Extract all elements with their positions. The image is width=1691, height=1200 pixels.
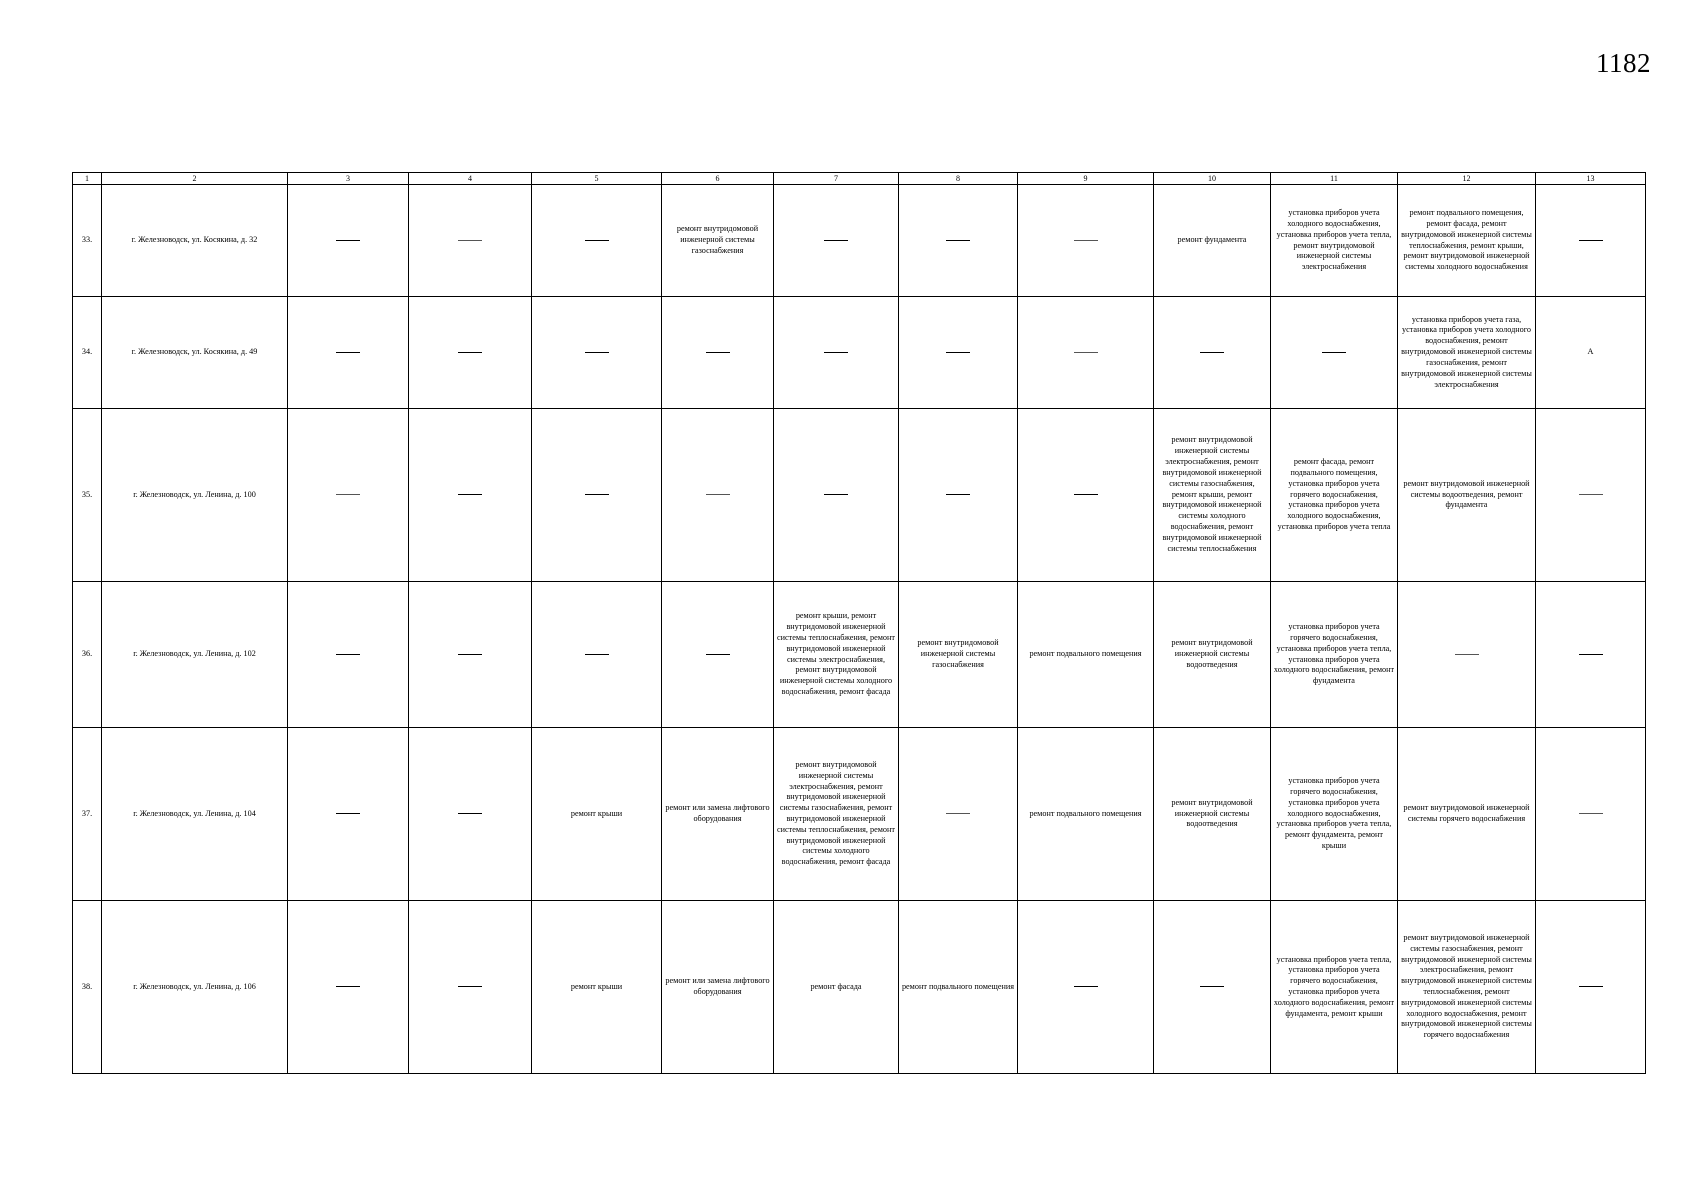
row-address: г. Железноводск, ул. Ленина, д. 106 xyxy=(102,901,288,1074)
row-number: 37. xyxy=(73,728,102,901)
dash-mark xyxy=(946,494,970,495)
work-cell: установка приборов учета холодного водоснабжения, установка приборов учета тепла, ремонт внутридомовой инженерной системы электроснабжения xyxy=(1271,185,1398,297)
dash-mark xyxy=(458,654,482,655)
work-cell: ремонт подвального помещения xyxy=(1018,582,1154,728)
empty-cell xyxy=(662,409,774,582)
work-cell: А xyxy=(1536,297,1646,409)
work-cell: ремонт подвального помещения xyxy=(1018,728,1154,901)
empty-cell xyxy=(409,901,532,1074)
table-row xyxy=(73,728,1646,901)
dash-mark xyxy=(824,352,848,353)
empty-cell xyxy=(662,582,774,728)
work-cell: ремонт внутридомовой инженерной системы горячего водоснабжения xyxy=(1398,728,1536,901)
row-number: 34. xyxy=(73,297,102,409)
empty-cell xyxy=(774,297,899,409)
work-cell: ремонт или замена лифтового оборудования xyxy=(662,728,774,901)
work-cell: ремонт подвального помещения xyxy=(899,901,1018,1074)
work-cell: ремонт внутридомовой инженерной системы газоснабжения xyxy=(899,582,1018,728)
work-cell: ремонт крыши xyxy=(532,728,662,901)
table-row xyxy=(73,901,1646,1074)
column-header: 10 xyxy=(1154,173,1271,185)
work-cell: ремонт внутридомовой инженерной системы электроснабжения, ремонт внутридомовой инженерной системы газоснабжения, ремонт внутридомовой инженерной системы теплоснабжения, ремонт внутридомовой инженерной системы холодного водоснабжения, ремонт фасада xyxy=(774,728,899,901)
row-address: г. Железноводск, ул. Косякина, д. 49 xyxy=(102,297,288,409)
dash-mark xyxy=(458,352,482,353)
empty-cell xyxy=(288,297,409,409)
empty-cell xyxy=(1536,582,1646,728)
empty-cell xyxy=(532,582,662,728)
column-header: 12 xyxy=(1398,173,1536,185)
dash-mark xyxy=(585,654,609,655)
dash-mark xyxy=(336,986,360,987)
table-row xyxy=(73,409,1646,582)
column-header: 2 xyxy=(102,173,288,185)
work-cell: ремонт подвального помещения, ремонт фасада, ремонт внутридомовой инженерной системы теплоснабжения, ремонт крыши, ремонт внутридомовой инженерной системы холодного водоснабжения xyxy=(1398,185,1536,297)
empty-cell xyxy=(409,409,532,582)
dash-mark xyxy=(458,813,482,814)
dash-mark xyxy=(1074,352,1098,353)
work-cell: установка приборов учета горячего водоснабжения, установка приборов учета холодного водоснабжения, установка приборов учета тепла, ремонт фундамента, ремонт крыши xyxy=(1271,728,1398,901)
dash-mark xyxy=(706,352,730,353)
work-cell: ремонт фасада, ремонт подвального помещения, установка приборов учета горячего водоснабжения, установка приборов учета холодного водоснабжения, установка приборов учета тепла xyxy=(1271,409,1398,582)
dash-mark xyxy=(946,240,970,241)
empty-cell xyxy=(288,409,409,582)
work-cell: установка приборов учета газа, установка приборов учета холодного водоснабжения, ремонт внутридомовой инженерной системы газоснабжения, ремонт внутридомовой инженерной системы электроснабжения xyxy=(1398,297,1536,409)
empty-cell xyxy=(1536,728,1646,901)
empty-cell xyxy=(288,185,409,297)
empty-cell xyxy=(409,185,532,297)
empty-cell xyxy=(1018,185,1154,297)
dash-mark xyxy=(824,494,848,495)
dash-mark xyxy=(706,494,730,495)
work-cell: ремонт внутридомовой инженерной системы электроснабжения, ремонт внутридомовой инженерной системы газоснабжения, ремонт крыши, ремонт внутридомовой инженерной системы холодного водоснабжения, ремонт внутридомовой инженерной системы теплоснабжения xyxy=(1154,409,1271,582)
empty-cell xyxy=(1018,409,1154,582)
empty-cell xyxy=(1154,297,1271,409)
column-number-row xyxy=(73,173,1646,185)
empty-cell xyxy=(899,185,1018,297)
empty-cell xyxy=(662,297,774,409)
empty-cell xyxy=(1271,297,1398,409)
dash-mark xyxy=(336,494,360,495)
empty-cell xyxy=(1154,901,1271,1074)
row-number: 35. xyxy=(73,409,102,582)
work-cell: ремонт фундамента xyxy=(1154,185,1271,297)
empty-cell xyxy=(288,901,409,1074)
work-cell: ремонт внутридомовой инженерной системы газоснабжения, ремонт внутридомовой инженерной системы электроснабжения, ремонт внутридомовой инженерной системы теплоснабжения, ремонт внутридомовой инженерной системы холодного водоснабжения, ремонт внутридомовой инженерной системы горячего водоснабжения xyxy=(1398,901,1536,1074)
dash-mark xyxy=(1579,654,1603,655)
empty-cell xyxy=(409,297,532,409)
empty-cell xyxy=(532,185,662,297)
table-row xyxy=(73,297,1646,409)
row-number: 36. xyxy=(73,582,102,728)
dash-mark xyxy=(1322,352,1346,353)
page-number: 1182 xyxy=(1596,48,1651,78)
column-header: 1 xyxy=(73,173,102,185)
dash-mark xyxy=(1579,240,1603,241)
empty-cell xyxy=(1018,297,1154,409)
empty-cell xyxy=(1536,901,1646,1074)
row-number: 33. xyxy=(73,185,102,297)
dash-mark xyxy=(1579,494,1603,495)
dash-mark xyxy=(1579,813,1603,814)
work-cell: установка приборов учета тепла, установка приборов учета горячего водоснабжения, установка приборов учета холодного водоснабжения, ремонт фундамента, ремонт крыши xyxy=(1271,901,1398,1074)
row-address: г. Железноводск, ул. Ленина, д. 100 xyxy=(102,409,288,582)
dash-mark xyxy=(458,986,482,987)
dash-mark xyxy=(1455,654,1479,655)
row-address: г. Железноводск, ул. Ленина, д. 102 xyxy=(102,582,288,728)
column-header: 9 xyxy=(1018,173,1154,185)
empty-cell xyxy=(288,582,409,728)
dash-mark xyxy=(1074,986,1098,987)
column-header: 5 xyxy=(532,173,662,185)
dash-mark xyxy=(458,494,482,495)
dash-mark xyxy=(946,352,970,353)
dash-mark xyxy=(585,494,609,495)
empty-cell xyxy=(1018,901,1154,1074)
work-cell: ремонт крыши, ремонт внутридомовой инженерной системы теплоснабжения, ремонт внутридомовой инженерной системы электроснабжения, ремонт внутридомовой инженерной системы холодного водоснабжения, ремонт фасада xyxy=(774,582,899,728)
work-cell: ремонт внутридомовой инженерной системы водоотведения xyxy=(1154,582,1271,728)
empty-cell xyxy=(899,297,1018,409)
empty-cell xyxy=(409,582,532,728)
dash-mark xyxy=(336,813,360,814)
dash-mark xyxy=(336,654,360,655)
column-header: 13 xyxy=(1536,173,1646,185)
empty-cell xyxy=(409,728,532,901)
work-cell: ремонт внутридомовой инженерной системы водоотведения, ремонт фундамента xyxy=(1398,409,1536,582)
work-cell: ремонт фасада xyxy=(774,901,899,1074)
empty-cell xyxy=(899,728,1018,901)
empty-cell xyxy=(532,409,662,582)
row-address: г. Железноводск, ул. Косякина, д. 32 xyxy=(102,185,288,297)
dash-mark xyxy=(336,352,360,353)
dash-mark xyxy=(706,654,730,655)
dash-mark xyxy=(1074,494,1098,495)
dash-mark xyxy=(1074,240,1098,241)
work-cell: ремонт внутридомовой инженерной системы водоотведения xyxy=(1154,728,1271,901)
column-header: 6 xyxy=(662,173,774,185)
table-row xyxy=(73,582,1646,728)
dash-mark xyxy=(336,240,360,241)
column-header: 8 xyxy=(899,173,1018,185)
column-header: 4 xyxy=(409,173,532,185)
empty-cell xyxy=(774,185,899,297)
work-cell: установка приборов учета горячего водоснабжения, установка приборов учета тепла, установка приборов учета холодного водоснабжения, ремонт фундамента xyxy=(1271,582,1398,728)
dash-mark xyxy=(585,352,609,353)
dash-mark xyxy=(824,240,848,241)
empty-cell xyxy=(288,728,409,901)
dash-mark xyxy=(1200,352,1224,353)
dash-mark xyxy=(1200,986,1224,987)
column-header: 3 xyxy=(288,173,409,185)
row-number: 38. xyxy=(73,901,102,1074)
dash-mark xyxy=(946,813,970,814)
empty-cell xyxy=(1536,185,1646,297)
work-cell: ремонт или замена лифтового оборудования xyxy=(662,901,774,1074)
empty-cell xyxy=(774,409,899,582)
empty-cell xyxy=(1398,582,1536,728)
dash-mark xyxy=(585,240,609,241)
dash-mark xyxy=(458,240,482,241)
table-row xyxy=(73,185,1646,297)
row-address: г. Железноводск, ул. Ленина, д. 104 xyxy=(102,728,288,901)
work-cell: ремонт крыши xyxy=(532,901,662,1074)
dash-mark xyxy=(1579,986,1603,987)
empty-cell xyxy=(532,297,662,409)
column-header: 7 xyxy=(774,173,899,185)
empty-cell xyxy=(1536,409,1646,582)
capital-repair-table xyxy=(72,172,1646,1074)
empty-cell xyxy=(899,409,1018,582)
work-cell: ремонт внутридомовой инженерной системы газоснабжения xyxy=(662,185,774,297)
column-header: 11 xyxy=(1271,173,1398,185)
